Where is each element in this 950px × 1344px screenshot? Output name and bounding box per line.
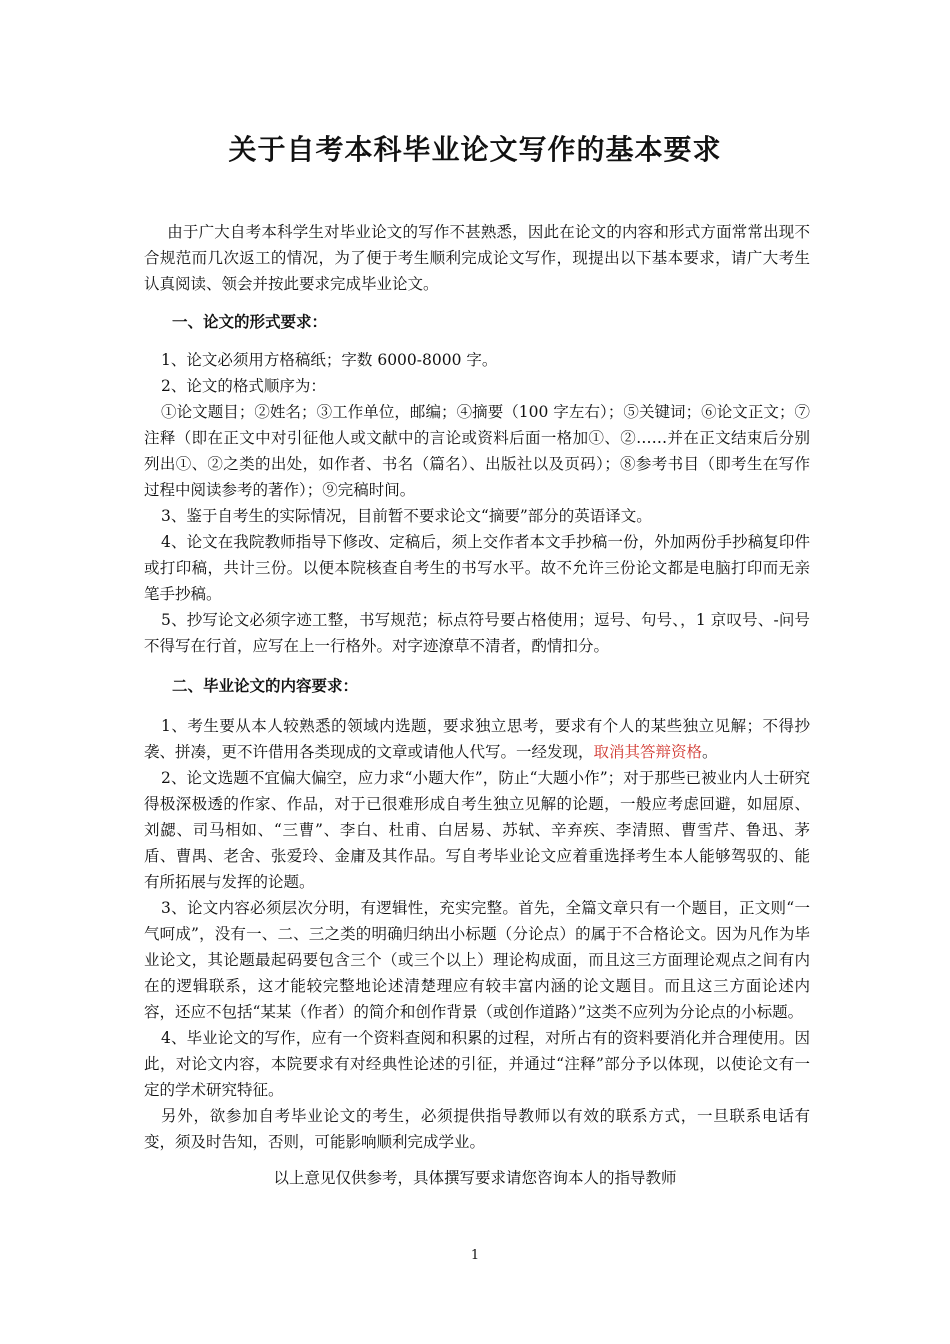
highlight-text: 取消其答辩资格	[593, 743, 703, 761]
section1-item: 4、论文在我院教师指导下修改、定稿后，须上交作者本文手抄稿一份，外加两份手抄稿复印件或打印稿，共计三份。以便本院核查自考生的书写水平。故不允许三份论文都是电脑打印而无亲笔手抄稿。	[144, 533, 810, 603]
intro-paragraph: 由于广大自考本科学生对毕业论文的写作不甚熟悉，因此在论文的内容和形式方面常常出现不合规范而几次返工的情况，为了便于考生顺利完成论文写作，现提出以下基本要求，请广大考生认真阅读、领会并按此要求完成毕业论文。	[144, 223, 810, 293]
section2-item: 另外，欲参加自考毕业论文的考生，必须提供指导教师以有效的联系方式，一旦联系电话有变，须及时告知，否则，可能影响顺利完成学业。	[144, 1107, 810, 1151]
document-body	[144, 219, 810, 1155]
section1-item: 3、鉴于自考生的实际情况，目前暂不要求论文“摘要”部分的英语译文。	[161, 507, 652, 525]
page-number: 1	[470, 1248, 480, 1263]
section1-item: 5、抄写论文必须字迹工整，书写规范；标点符号要占格使用；逗号、句号、，1 京叹号、-问号不得写在行首，应写在上一行格外。对字迹潦草不清者，酌情扣分。	[144, 611, 810, 655]
section1-item: 1、论文必须用方格稿纸；字数 6000-8000 字。	[161, 351, 498, 369]
section1-item: 2、论文的格式顺序为：	[161, 377, 326, 395]
section2-item: 4、毕业论文的写作，应有一个资料查阅和积累的过程，对所占有的资料要消化并合理使用。因此，对论文内容，本院要求有对经典性论述的引征，并通过“注释”部分予以体现，以使论文有一定的学术研究特征。	[144, 1029, 810, 1099]
section2-item1-end: 。	[702, 743, 718, 761]
section2-item: 2、论文选题不宜偏大偏空，应力求“小题大作”，防止“大题小作”；对于那些已被业内人士研究得极深极透的作家、作品，对于已很难形成自考生独立见解的论题，一般应考虑回避，如屈原、刘勰、司马相如、“三曹”、李白、杜甫、白居易、苏轼、辛弃疾、李清照、曹雪芹、鲁迅、茅盾、曹禺、老舍、张爱玲、金庸及其作品。写自考毕业论文应着重选择考生本人能够驾驭的、能有所拓展与发挥的论题。	[144, 769, 810, 891]
section1-heading: 一、论文的形式要求：	[172, 313, 328, 331]
section1-item: ①论文题目；②姓名；③工作单位，邮编；④摘要（100 字左右）；⑤关键词；⑥论文正文；⑦注释（即在正文中对引征他人或文献中的言论或资料后面一格加①、②……并在正文结束后分别列出①、②之类的出处，如作者、书名（篇名）、出版社以及页码）；⑧参考书目（即考生在写作过程中阅读参考的著作）；⑨完稿时间。	[144, 403, 810, 499]
section2-heading: 二、毕业论文的内容要求：	[172, 677, 359, 695]
page-title: 关于自考本科毕业论文写作的基本要求	[228, 133, 722, 166]
section2-item1-text: 1、考生要从本人较熟悉的领域内选题，要求独立思考，要求有个人的某些独立见解；不得抄袭、拼凑，更不许借用各类现成的文章或请他人代写。一经发现，	[144, 717, 810, 761]
section2-item	[144, 713, 810, 765]
section2-item: 3、论文内容必须层次分明，有逻辑性，充实完整。首先，全篇文章只有一个题目，正文则“一气呵成”，没有一、二、三之类的明确归纳出小标题（分论点）的属于不合格论文。因为凡作为毕业论文，其论题最起码要包含三个（或三个以上）理论构成面，而且这三方面理论观点之间有内在的逻辑联系，这才能较完整地论述清楚理应有较丰富内涵的论文题目。而且这三方面论述内容，还应不包括“某某（作者）的简介和创作背景（或创作道路）”这类不应列为分论点的小标题。	[144, 899, 810, 1021]
closing-note: 以上意见仅供参考，具体撰写要求请您咨询本人的指导教师	[273, 1169, 677, 1187]
